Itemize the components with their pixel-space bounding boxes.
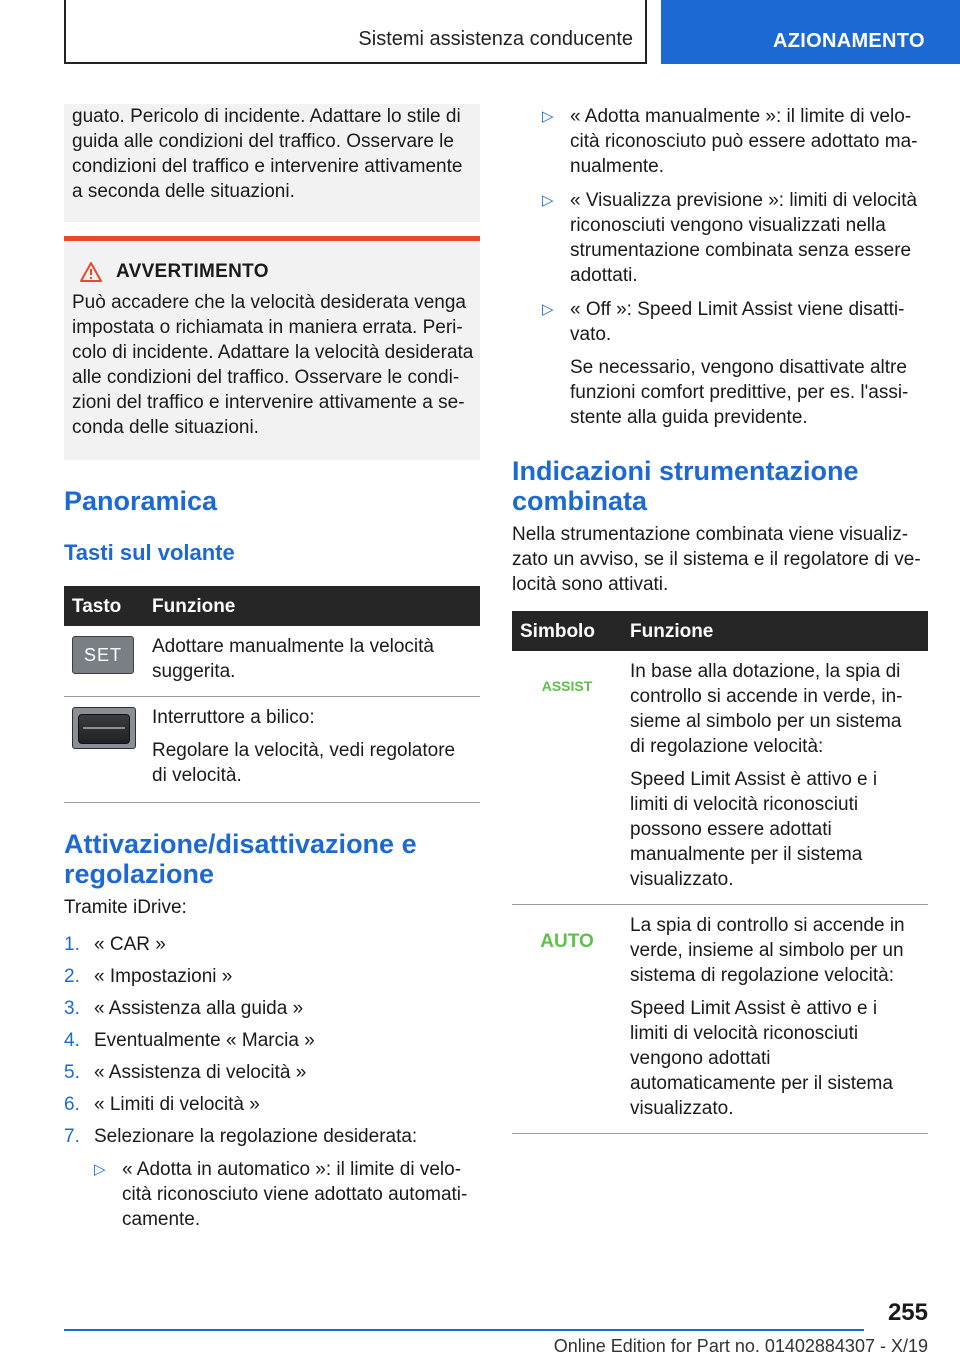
triangle-bullet-icon: ▷ [542,301,554,318]
left-column [64,104,480,1241]
keys-table [64,586,480,803]
chapter-title: AZIONAMENTO [773,30,925,52]
function-cell: In base alla dotazione, la spia di controllo si accende in verde, insieme al simbolo per un sistema di regolazione velocità: Speed Limit Assist è attivo e i limiti di velocità riconosciuti possono essere adottati manualmente per il sistema visualizzato. [622,651,928,905]
section-title: Sistemi assistenza conducente [358,28,633,50]
list-item: 5. « Assistenza di velocità » [64,1062,307,1083]
chapter-tab[interactable] [661,0,960,64]
auto-symbol-icon: AUTO [540,931,594,952]
steps-list [64,932,480,1149]
table-row [512,905,928,1134]
symbols-table [512,611,928,1134]
warning-box [64,236,480,460]
list-item: 7. Selezionare la regolazione desiderata: [64,1126,418,1147]
set-key-icon: SET [72,636,134,674]
right-column [512,104,928,1134]
list-item: ▷ « Off »: Speed Limit Assist viene disattivato. Se necessario, vengono disattivate altre funzioni comfort predittive, per es. l'assistente alla guida previdente. [512,297,928,430]
keys-table-header [64,586,480,626]
list-item: 6. « Limiti di velocità » [64,1094,260,1115]
col-header-funzione: Funzione [622,611,928,651]
function-text: Regolare la velocità, vedi regolatore di velocità. [152,740,456,786]
key-cell [64,697,144,803]
symbol-cell [512,905,622,1134]
caution-continued-text: guato. Pericolo di incidente. Adattare lo stile di guida alle condizioni del traffico. Osservare le condizioni del traffico e intervenire attivamente a seconda delle situazioni. [72,106,463,202]
caution-continued-box [64,104,480,222]
header-section-box [64,0,647,64]
warning-triangle-icon [80,262,102,282]
heading-panoramica: Panoramica [64,486,218,516]
key-cell [64,626,144,697]
table-row [64,626,480,697]
sub-options-list [64,1157,480,1232]
triangle-bullet-icon: ▷ [542,108,554,125]
warning-header [80,259,474,284]
list-item: ▷ « Visualizza previsione »: limiti di velocità riconosciuti vengono visualizzati nella strumentazione combinata senza essere adottati. [512,188,928,288]
list-item: 4. Eventualmente « Marcia » [64,1030,315,1051]
rocker-switch-icon [72,707,136,749]
heading-attivazione: Attivazione/disattivazione e regolazione [64,829,417,889]
list-item: 1. « CAR » [64,934,166,955]
edition-text: Online Edition for Part no. 01402884307 - X/19 [553,1336,928,1356]
warning-text: Può accadere che la velocità desiderata venga impostata o richiamata in maniera errata. Pericolo di incidente. Adattare la velocità desiderata alle condizioni del traffico. Osservare le condizioni del traffico e intervenire attivamente a seconda delle situazioni. [72,292,474,438]
table-row [64,697,480,803]
list-item: ▷ « Adotta in automatico »: il limite di velocità riconosciuto viene adottato automaticamente. [64,1157,480,1232]
page-number: 255 [887,1299,928,1326]
intro-text: Tramite iDrive: [64,897,187,918]
triangle-bullet-icon: ▷ [542,192,554,209]
function-cell [144,626,480,697]
col-header-tasto: Tasto [64,586,144,626]
symbols-table-header [512,611,928,651]
heading-tasti-volante: Tasti sul volante [64,540,235,565]
function-cell: La spia di controllo si accende in verde, insieme al simbolo per un sistema di regolazione velocità: Speed Limit Assist è attivo e i limiti di velocità riconosciuti vengono adottati automaticamente per il sistema visualizzato. [622,905,928,1134]
function-text: Adottare manualmente la velocità suggerita. [152,636,434,682]
heading-indicazioni: Indicazioni strumentazione combinata [512,456,859,516]
assist-symbol-icon: ASSIST [541,678,593,694]
triangle-bullet-icon: ▷ [94,1161,106,1178]
options-list [512,104,928,430]
list-item: ▷ « Adotta manualmente »: il limite di velocità riconosciuto può essere adottato manualmente. [512,104,928,179]
list-item: 3. « Assistenza alla guida » [64,998,304,1019]
col-header-funzione: Funzione [144,586,480,626]
function-text: Interruttore a bilico: [152,707,315,728]
symbol-cell [512,651,622,905]
table-row [512,651,928,905]
footer-divider [64,1329,864,1331]
intro-text: Nella strumentazione combinata viene visualizzato un avviso, se il sistema e il regolatore di velocità sono attivati. [512,524,921,595]
list-item: 2. « Impostazioni » [64,966,233,987]
col-header-simbolo: Simbolo [512,611,622,651]
warning-title: AVVERTIMENTO [116,261,269,282]
function-cell [144,697,480,803]
